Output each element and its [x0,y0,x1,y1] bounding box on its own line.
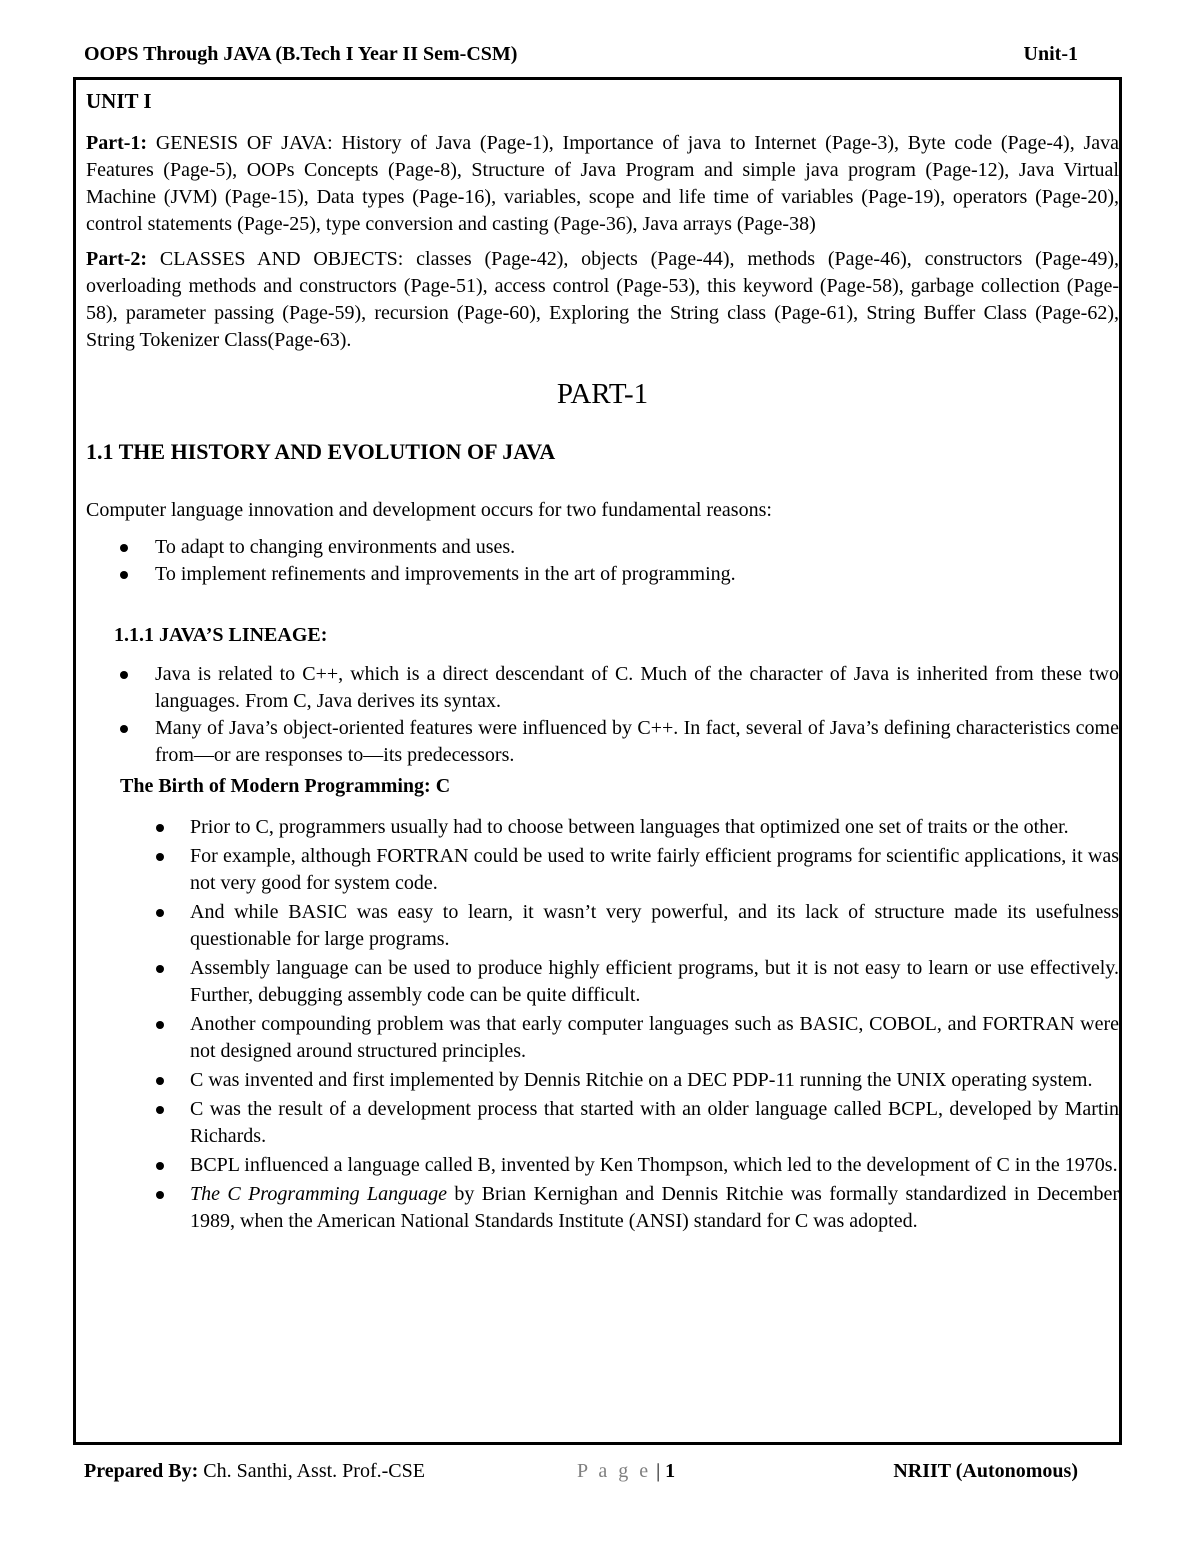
part1-summary [86,130,1119,238]
list-item: BCPL influenced a language called B, invented by Ken Thompson, which led to the development of C in the 1970s. [86,1152,1119,1179]
list-item: For example, although FORTRAN could be used to write fairly efficient programs for scientific applications, it was not very good for system code. [86,843,1119,897]
page-header [84,43,1078,66]
part1-text: GENESIS OF JAVA: History of Java (Page-1), Importance of java to Internet (Page-3), Byte code (Page-4), Java Features (Page-5), OOPs Concepts (Page-8), Structure of Java Program and simple java program (Page-12), Java Virtual Machine (JVM) (Page-15), Data types (Page-16), variables, scope and life time of variables (Page-19), operators (Page-20), control statements (Page-25), type conversion and casting (Page-36), Java arrays (Page-38) [86,132,1119,235]
bullet-icon [156,1077,164,1085]
content-body [86,89,1119,1237]
prepared-label: Prepared By: [84,1460,199,1482]
bullet-icon [156,824,164,832]
list-item: Many of Java’s object-oriented features were influenced by C++. In fact, several of Java’s defining characteristics come from—or are responses to—its predecessors. [86,715,1119,769]
institution: NRIIT (Autonomous) [893,1460,1078,1482]
bullet-icon [156,909,164,917]
reasons-list [86,534,1119,588]
header-title: OOPS Through JAVA (B.Tech I Year II Sem-CSM) [84,43,518,65]
list-item: C was invented and first implemented by Dennis Ritchie on a DEC PDP-11 running the UNIX operating system. [86,1067,1119,1094]
lineage-list [86,661,1119,769]
page-number: P a g e | 1 [577,1460,676,1482]
content-frame [73,77,1122,1445]
list-item: Prior to C, programmers usually had to choose between languages that optimized one set of traits or the other. [86,814,1119,841]
bullet-icon [156,1021,164,1029]
lineage-heading: 1.1.1 JAVA’S LINEAGE: [114,624,328,646]
prepared-by [84,1460,425,1483]
part2-label: Part-2: [86,248,148,270]
birth-heading: The Birth of Modern Programming: C [120,775,451,797]
bullet-icon [156,1106,164,1114]
bullet-icon [156,1162,164,1170]
bullet-icon [120,544,128,552]
list-item: The C Programming Language by Brian Kernighan and Dennis Ritchie was formally standardized in December 1989, when the American National Standards Institute (ANSI) standard for C was adopted. [86,1181,1119,1235]
part1-label: Part-1: [86,132,148,154]
list-item: To implement refinements and improvements in the art of programming. [86,561,1119,588]
list-item: To adapt to changing environments and uses. [86,534,1119,561]
list-item: Assembly language can be used to produce highly efficient programs, but it is not easy to learn or use effectively. Further, debugging assembly code can be quite difficult. [86,955,1119,1009]
part2-text: CLASSES AND OBJECTS: classes (Page-42), objects (Page-44), methods (Page-46), constructors (Page-49), overloading methods and constructors (Page-51), access control (Page-53), this keyword (Page-58), garbage collection (Page-58), parameter passing (Page-59), recursion (Page-60), Exploring the String class (Page-61), String Buffer Class (Page-62), String Tokenizer Class(Page-63). [86,248,1119,351]
part2-summary [86,246,1119,354]
book-title: The C Programming Language [190,1183,447,1205]
header-unit: Unit-1 [1023,43,1078,65]
bullet-icon [120,725,128,733]
bullet-icon [156,853,164,861]
list-item: And while BASIC was easy to learn, it wasn’t very powerful, and its lack of structure made its usefulness questionable for large programs. [86,899,1119,953]
intro-text: Computer language innovation and development occurs for two fundamental reasons: [86,499,772,521]
unit-heading: UNIT I [86,89,152,113]
section-heading: 1.1 THE HISTORY AND EVOLUTION OF JAVA [86,439,556,464]
part-title: PART-1 [556,378,649,410]
bullet-icon [156,1191,164,1199]
bullet-icon [120,571,128,579]
list-item: Another compounding problem was that early computer languages such as BASIC, COBOL, and FORTRAN were not designed around structured principles. [86,1011,1119,1065]
bullet-icon [156,965,164,973]
birth-list [86,814,1119,1235]
list-item: Java is related to C++, which is a direct descendant of C. Much of the character of Java is inherited from these two languages. From C, Java derives its syntax. [86,661,1119,715]
prepared-name: Ch. Santhi, Asst. Prof.-CSE [198,1460,425,1482]
bullet-icon [120,671,128,679]
list-item: C was the result of a development process that started with an older language called BCPL, developed by Martin Richards. [86,1096,1119,1150]
